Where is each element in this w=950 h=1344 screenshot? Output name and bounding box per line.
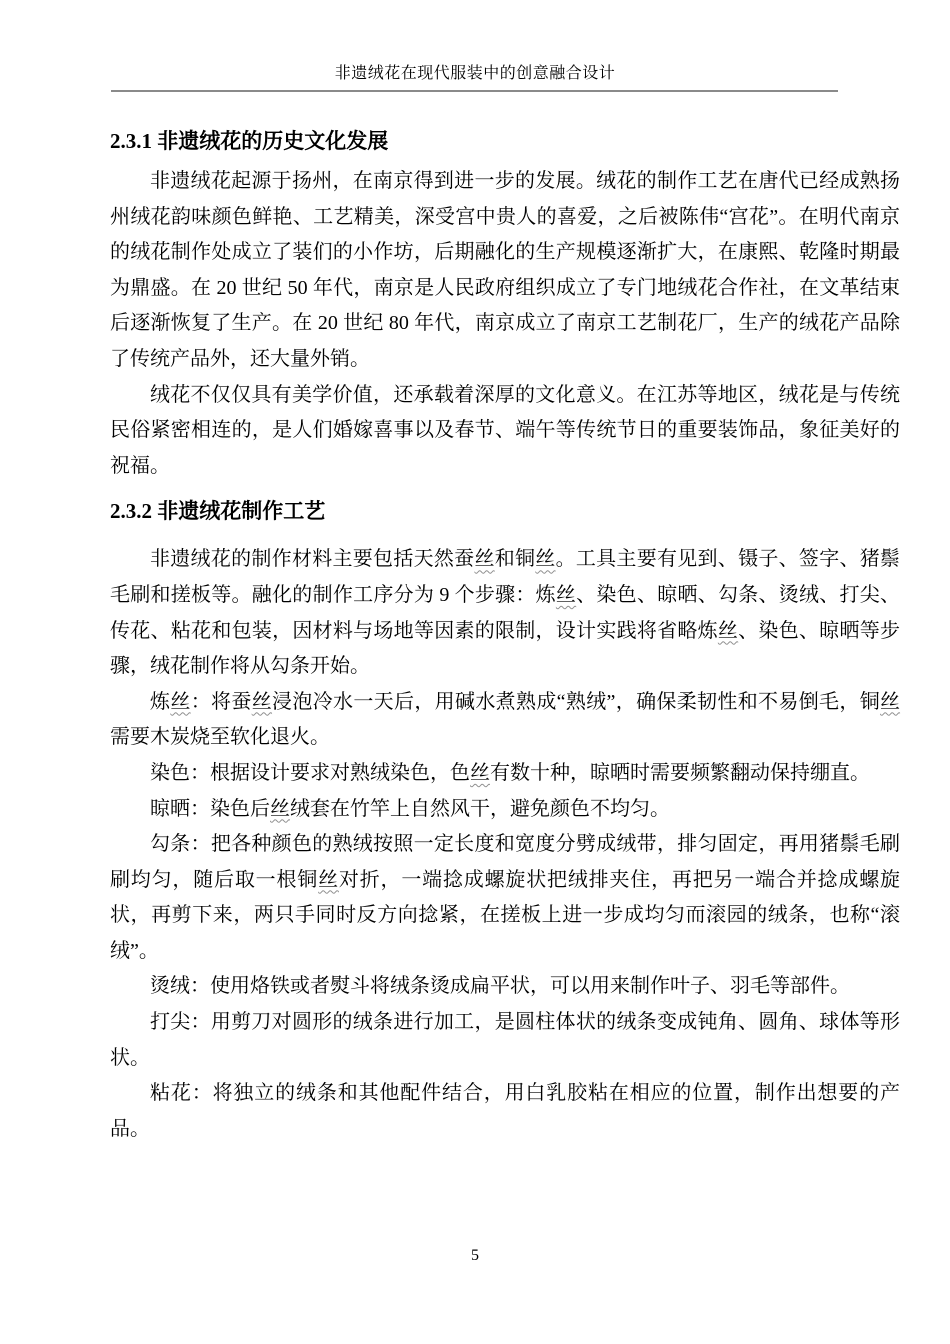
spellcheck-wavy-underline: 丝 — [251, 690, 273, 713]
section-2-3-2-paragraphs — [110, 542, 900, 1147]
text-run: 绒套在竹竿上自然风干，避免颜色不均匀。 — [290, 797, 670, 820]
paragraph — [110, 542, 900, 684]
text-run: ：将蚕 — [190, 690, 252, 713]
text-run: 对折，一端捻成螺旋状把绒排夹住，再把另一端合并捻成螺旋状，再剪下来，两只手同时反方向捻紧，在搓板上进一步成均匀而滚园的绒条，也称“滚绒”。 — [110, 868, 901, 962]
text-run: 浸泡冷水一天后，用碱水煮熟成“熟绒”，确保柔韧性和不易倒毛，铜 — [272, 690, 881, 713]
spellcheck-wavy-underline: 丝 — [474, 548, 495, 571]
paragraph — [110, 969, 900, 1005]
spellcheck-wavy-underline: 丝 — [717, 619, 739, 642]
paragraph — [110, 685, 900, 756]
paragraph — [110, 827, 900, 969]
spellcheck-wavy-underline: 丝 — [470, 761, 490, 784]
text-run: 烫绒：使用烙铁或者熨斗将绒条烫成扁平状，可以用来制作叶子、羽毛等部件。 — [150, 975, 850, 998]
paragraph — [110, 378, 900, 485]
text-run: 、染色、晾晒等步骤，绒花制作将从勾条开始。 — [110, 619, 901, 678]
text-run: 晾晒：染色后 — [150, 797, 270, 820]
text-run: 粘花：将独立的绒条和其他配件结合，用白乳胶粘在相应的位置，制作出想要的产品。 — [110, 1082, 900, 1140]
paragraph — [110, 792, 900, 828]
text-run: 有数十种，晾晒时需要频繁翻动保持绷直。 — [490, 761, 870, 784]
page-body — [110, 112, 900, 1147]
paragraph — [110, 756, 900, 792]
text-run: 需要木炭烧至软化退火。 — [110, 726, 330, 749]
spellcheck-wavy-underline: 丝 — [555, 583, 577, 606]
section-heading-2-3-1: 2.3.1 非遗绒花的历史文化发展 — [110, 129, 389, 153]
running-header-title: 非遗绒花在现代服装中的创意融合设计 — [334, 65, 616, 82]
text-run: 炼 — [150, 690, 171, 713]
text-run: 绒花不仅仅具有美学价值，还承载着深厚的文化意义。在江苏等地区，绒花是与传统民俗紧密相连的，是人们婚嫁喜事以及春节、端午等传统节日的重要装饰品，象征美好的祝福。 — [110, 383, 900, 477]
section-heading-2-3-2: 2.3.2 非遗绒花制作工艺 — [110, 499, 326, 524]
spellcheck-wavy-underline: 丝 — [170, 690, 191, 713]
text-run: 非遗绒花起源于扬州，在南京得到进一步的发展。绒花的制作工艺在唐代已经成熟扬州绒花韵味颜色鲜艳、工艺精美，深受宫中贵人的喜爱，之后被陈伟“宫花”。在明代南京的绒花制作处成立了装们的小作坊，后期融化的生产规模逐渐扩大，在康熙、乾隆时期最为鼎盛。在 20 世纪 50 年代，南京是人民政府组织成立了专门地绒花合作社，在文革结束后逐渐恢复了生产。在 20 世纪 80 年代，南京成立了南京工艺制花厂，生产的绒花产品除了传统产品外，还大量外销。 — [110, 170, 900, 370]
text-run: 染色：根据设计要求对熟绒染色，色 — [150, 761, 470, 784]
text-run: 。工具主要有见到、镊子、签字、猪鬃毛刷和搓板等。融化的制作工序分为 9 个步骤：炼 — [110, 548, 901, 606]
paragraph — [110, 1076, 900, 1147]
header-rule — [111, 90, 838, 92]
text-run: 、染色、晾晒、勾条、烫绒、打尖、传花、粘花和包装，因材料与场地等因素的限制，设计实践将省略炼 — [110, 583, 901, 642]
text-run: 勾条：把各种颜色的熟绒按照一定长度和宽度分劈成绒带，排匀固定，再用猪鬃毛刷刷均匀，随后取一根铜 — [110, 833, 900, 891]
spellcheck-wavy-underline: 丝 — [880, 690, 901, 713]
text-run: 和铜 — [494, 548, 536, 571]
spellcheck-wavy-underline: 丝 — [270, 797, 290, 820]
paragraph — [110, 164, 900, 378]
section-2-3-1-paragraphs — [110, 164, 900, 484]
text-run: 非遗绒花的制作材料主要包括天然蚕 — [150, 548, 475, 571]
paragraph — [110, 1005, 900, 1076]
text-run: 打尖：用剪刀对圆形的绒条进行加工，是圆柱体状的绒条变成钝角、圆角、球体等形状。 — [110, 1011, 900, 1069]
page-number: 5 — [471, 1247, 479, 1264]
spellcheck-wavy-underline: 丝 — [318, 868, 339, 891]
spellcheck-wavy-underline: 丝 — [535, 548, 556, 571]
